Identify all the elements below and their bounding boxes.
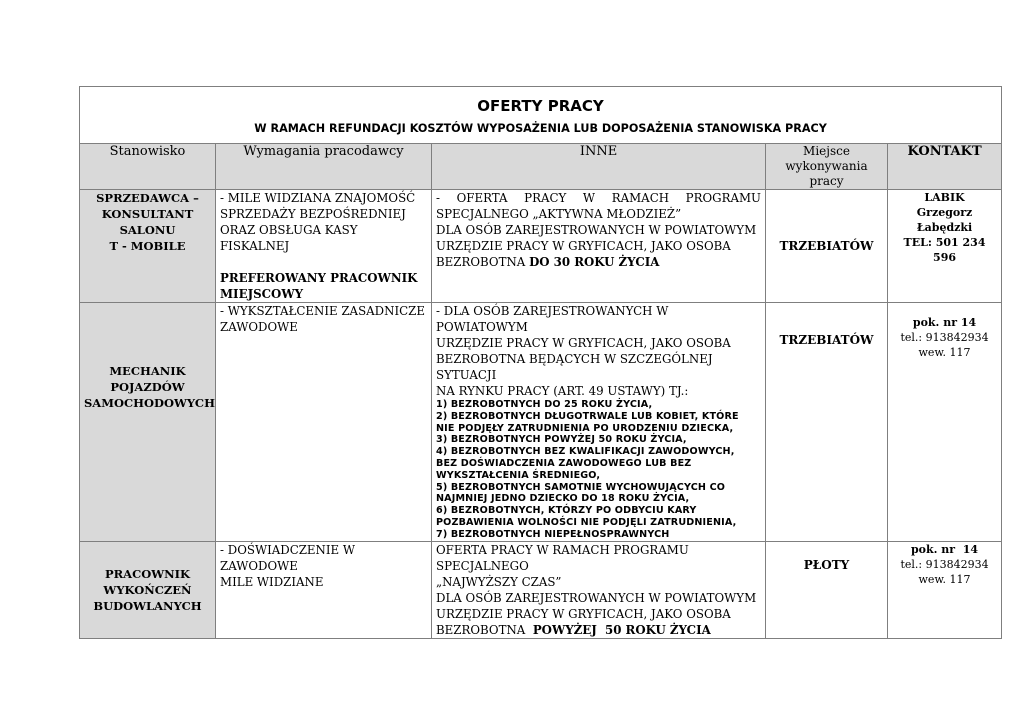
contact-line: TEL: 501 234 596 [903, 236, 986, 264]
list-item: 4) BEZROBOTNYCH BEZ KWALIFIKACJI ZAWODOWYCH, [436, 446, 735, 458]
list-item: NIE PODJĘŁY ZATRUDNIENIA PO URODZENIU DZIECKA, [436, 422, 734, 434]
contact-line: wew. 117 [918, 572, 971, 586]
requirements-cell [216, 541, 432, 638]
requirements-bold-line: PREFEROWANY PRACOWNIK [220, 271, 418, 285]
contact-line: wew. 117 [918, 346, 971, 359]
position-cell [80, 303, 216, 542]
other-line: URZĘDZIE PRACY W GRYFICACH, JAKO OSOBA [436, 239, 731, 253]
list-item: BEZ DOŚWIADCZENIA ZAWODOWEGO LUB BEZ [436, 457, 692, 469]
other-line: „NAJWYŻSZY CZAS” [436, 574, 562, 589]
list-item: 3) BEZROBOTNYCH POWYŻEJ 50 ROKU ŻYCIA, [436, 434, 687, 446]
list-item: NAJMNIEJ JEDNO DZIECKO DO 18 ROKU ŻYCIA, [436, 493, 690, 505]
position-line: KONSULTANT [101, 207, 194, 221]
other-line: - DLA OSÓB ZAREJESTROWANYCH W POWIATOWYM [436, 304, 669, 334]
other-line: URZĘDZIE PRACY W GRYFICACH, JAKO OSOBA [436, 606, 731, 621]
other-line: - OFERTA PRACY W RAMACH PROGRAMU [436, 191, 761, 205]
position-line: BUDOWLANYCH [93, 598, 202, 613]
requirements-bold-line: MIEJSCOWY [220, 287, 304, 301]
position-line: SALONU [119, 223, 176, 237]
title-cell [80, 87, 1002, 144]
other-cell [432, 190, 766, 303]
place-cell: TRZEBIATÓW [766, 190, 888, 303]
eligibility-list [436, 399, 761, 541]
other-line: NA RYNKU PRACY (ART. 49 USTAWY) TJ.: [436, 384, 689, 398]
other-line: DLA OSÓB ZAREJESTROWANYCH W POWIATOWYM [436, 590, 757, 605]
other-plain-text: BEZROBOTNA [436, 255, 530, 269]
document-title: OFERTY PRACY [477, 97, 604, 115]
header-other: INNE [432, 144, 766, 190]
list-item: 1) BEZROBOTNYCH DO 25 ROKU ŻYCIA, [436, 399, 653, 410]
list-item: 7) BEZROBOTNYCH NIEPEŁNOSPRAWNYCH [436, 528, 670, 540]
other-line: OFERTA PRACY W RAMACH PROGRAMU SPECJALNEGO [436, 542, 689, 573]
other-bold-text: DO 30 ROKU ŻYCIA [529, 255, 660, 269]
requirements-line: SPRZEDAŻY BEZPOŚREDNIEJ [220, 207, 406, 221]
header-row [80, 144, 1002, 190]
other-line: DLA OSÓB ZAREJESTROWANYCH W POWIATOWYM [436, 223, 757, 237]
contact-cell [888, 190, 1002, 303]
other-line [436, 254, 761, 270]
contact-room: pok. nr 14 [912, 316, 977, 329]
requirements-cell [216, 303, 432, 542]
contact-room: pok. nr 14 [910, 542, 979, 556]
place-cell: PŁOTY [766, 541, 888, 638]
table-row [80, 190, 1002, 303]
position-cell [80, 190, 216, 303]
requirements-line: - WYKSZTAŁCENIE ZASADNICZE [220, 304, 425, 318]
list-item: 6) BEZROBOTNYCH, KTÓRZY PO ODBYCIU KARY [436, 505, 697, 517]
header-requirements: Wymagania pracodawcy [216, 144, 432, 190]
title-row [80, 87, 1002, 144]
requirements-line: - DOŚWIADCZENIE W ZAWODOWE [220, 542, 356, 573]
header-contact: KONTAKT [888, 144, 1002, 190]
header-position: Stanowisko [80, 144, 216, 190]
position-line: MECHANIK [109, 363, 186, 378]
other-cell [432, 541, 766, 638]
other-line [436, 622, 761, 638]
other-line: SPECJALNEGO „AKTYWNA MŁODZIEŻ” [436, 207, 682, 221]
requirements-line: MILE WIDZIANE [220, 574, 324, 589]
requirements-line: - MILE WIDZIANA ZNAJOMOŚĆ [220, 191, 416, 205]
contact-line: LABIK [924, 191, 965, 204]
document-subtitle: W RAMACH REFUNDACJI KOSZTÓW WYPOSAŻENIA LUB DOPOSAŻENIA STANOWISKA PRACY [254, 122, 827, 135]
position-line: PRACOWNIK [104, 566, 191, 581]
position-cell [80, 541, 216, 638]
contact-line: tel.: 913842934 [900, 557, 989, 571]
place-cell: TRZEBIATÓW [766, 303, 888, 542]
contact-line: tel.: 913842934 [900, 331, 989, 344]
list-item: 5) BEZROBOTNYCH SAMOTNIE WYCHOWUJĄCYCH CO [436, 481, 726, 493]
position-line: SAMOCHODOWYCH [84, 395, 215, 410]
position-line: T - MOBILE [109, 239, 186, 253]
contact-line: Łabędzki [916, 221, 973, 234]
table-row [80, 541, 1002, 638]
header-place: Miejsce wykonywania pracy [766, 144, 888, 190]
table-row [80, 303, 1002, 542]
contact-cell [888, 541, 1002, 638]
list-item: 2) BEZROBOTNYCH DŁUGOTRWALE LUB KOBIET, KTÓRE [436, 410, 739, 422]
position-line: SPRZEDAWCA – [96, 191, 199, 205]
contact-line: Grzegorz [916, 206, 973, 219]
other-line: BEZROBOTNA BĘDĄCYCH W SZCZEGÓLNEJ SYTUACJI [436, 352, 713, 382]
job-offers-table [79, 86, 1002, 639]
other-line: URZĘDZIE PRACY W GRYFICACH, JAKO OSOBA [436, 336, 731, 350]
other-cell [432, 303, 766, 542]
requirements-line: ZAWODOWE [220, 320, 298, 334]
contact-cell [888, 303, 1002, 542]
position-line: POJAZDÓW [110, 379, 185, 394]
position-line: WYKOŃCZEŃ [103, 582, 192, 597]
other-bold-text: POWYŻEJ 50 ROKU ŻYCIA [532, 622, 711, 637]
requirements-line: ORAZ OBSŁUGA KASY FISKALNEJ [220, 223, 358, 253]
requirements-cell [216, 190, 432, 303]
list-item: POZBAWIENIA WOLNOŚCI NIE PODJĘLI ZATRUDNIENIA, [436, 516, 737, 528]
other-plain-text: BEZROBOTNA [436, 622, 533, 637]
list-item: WYKSZTAŁCENIA ŚREDNIEGO, [436, 469, 601, 481]
